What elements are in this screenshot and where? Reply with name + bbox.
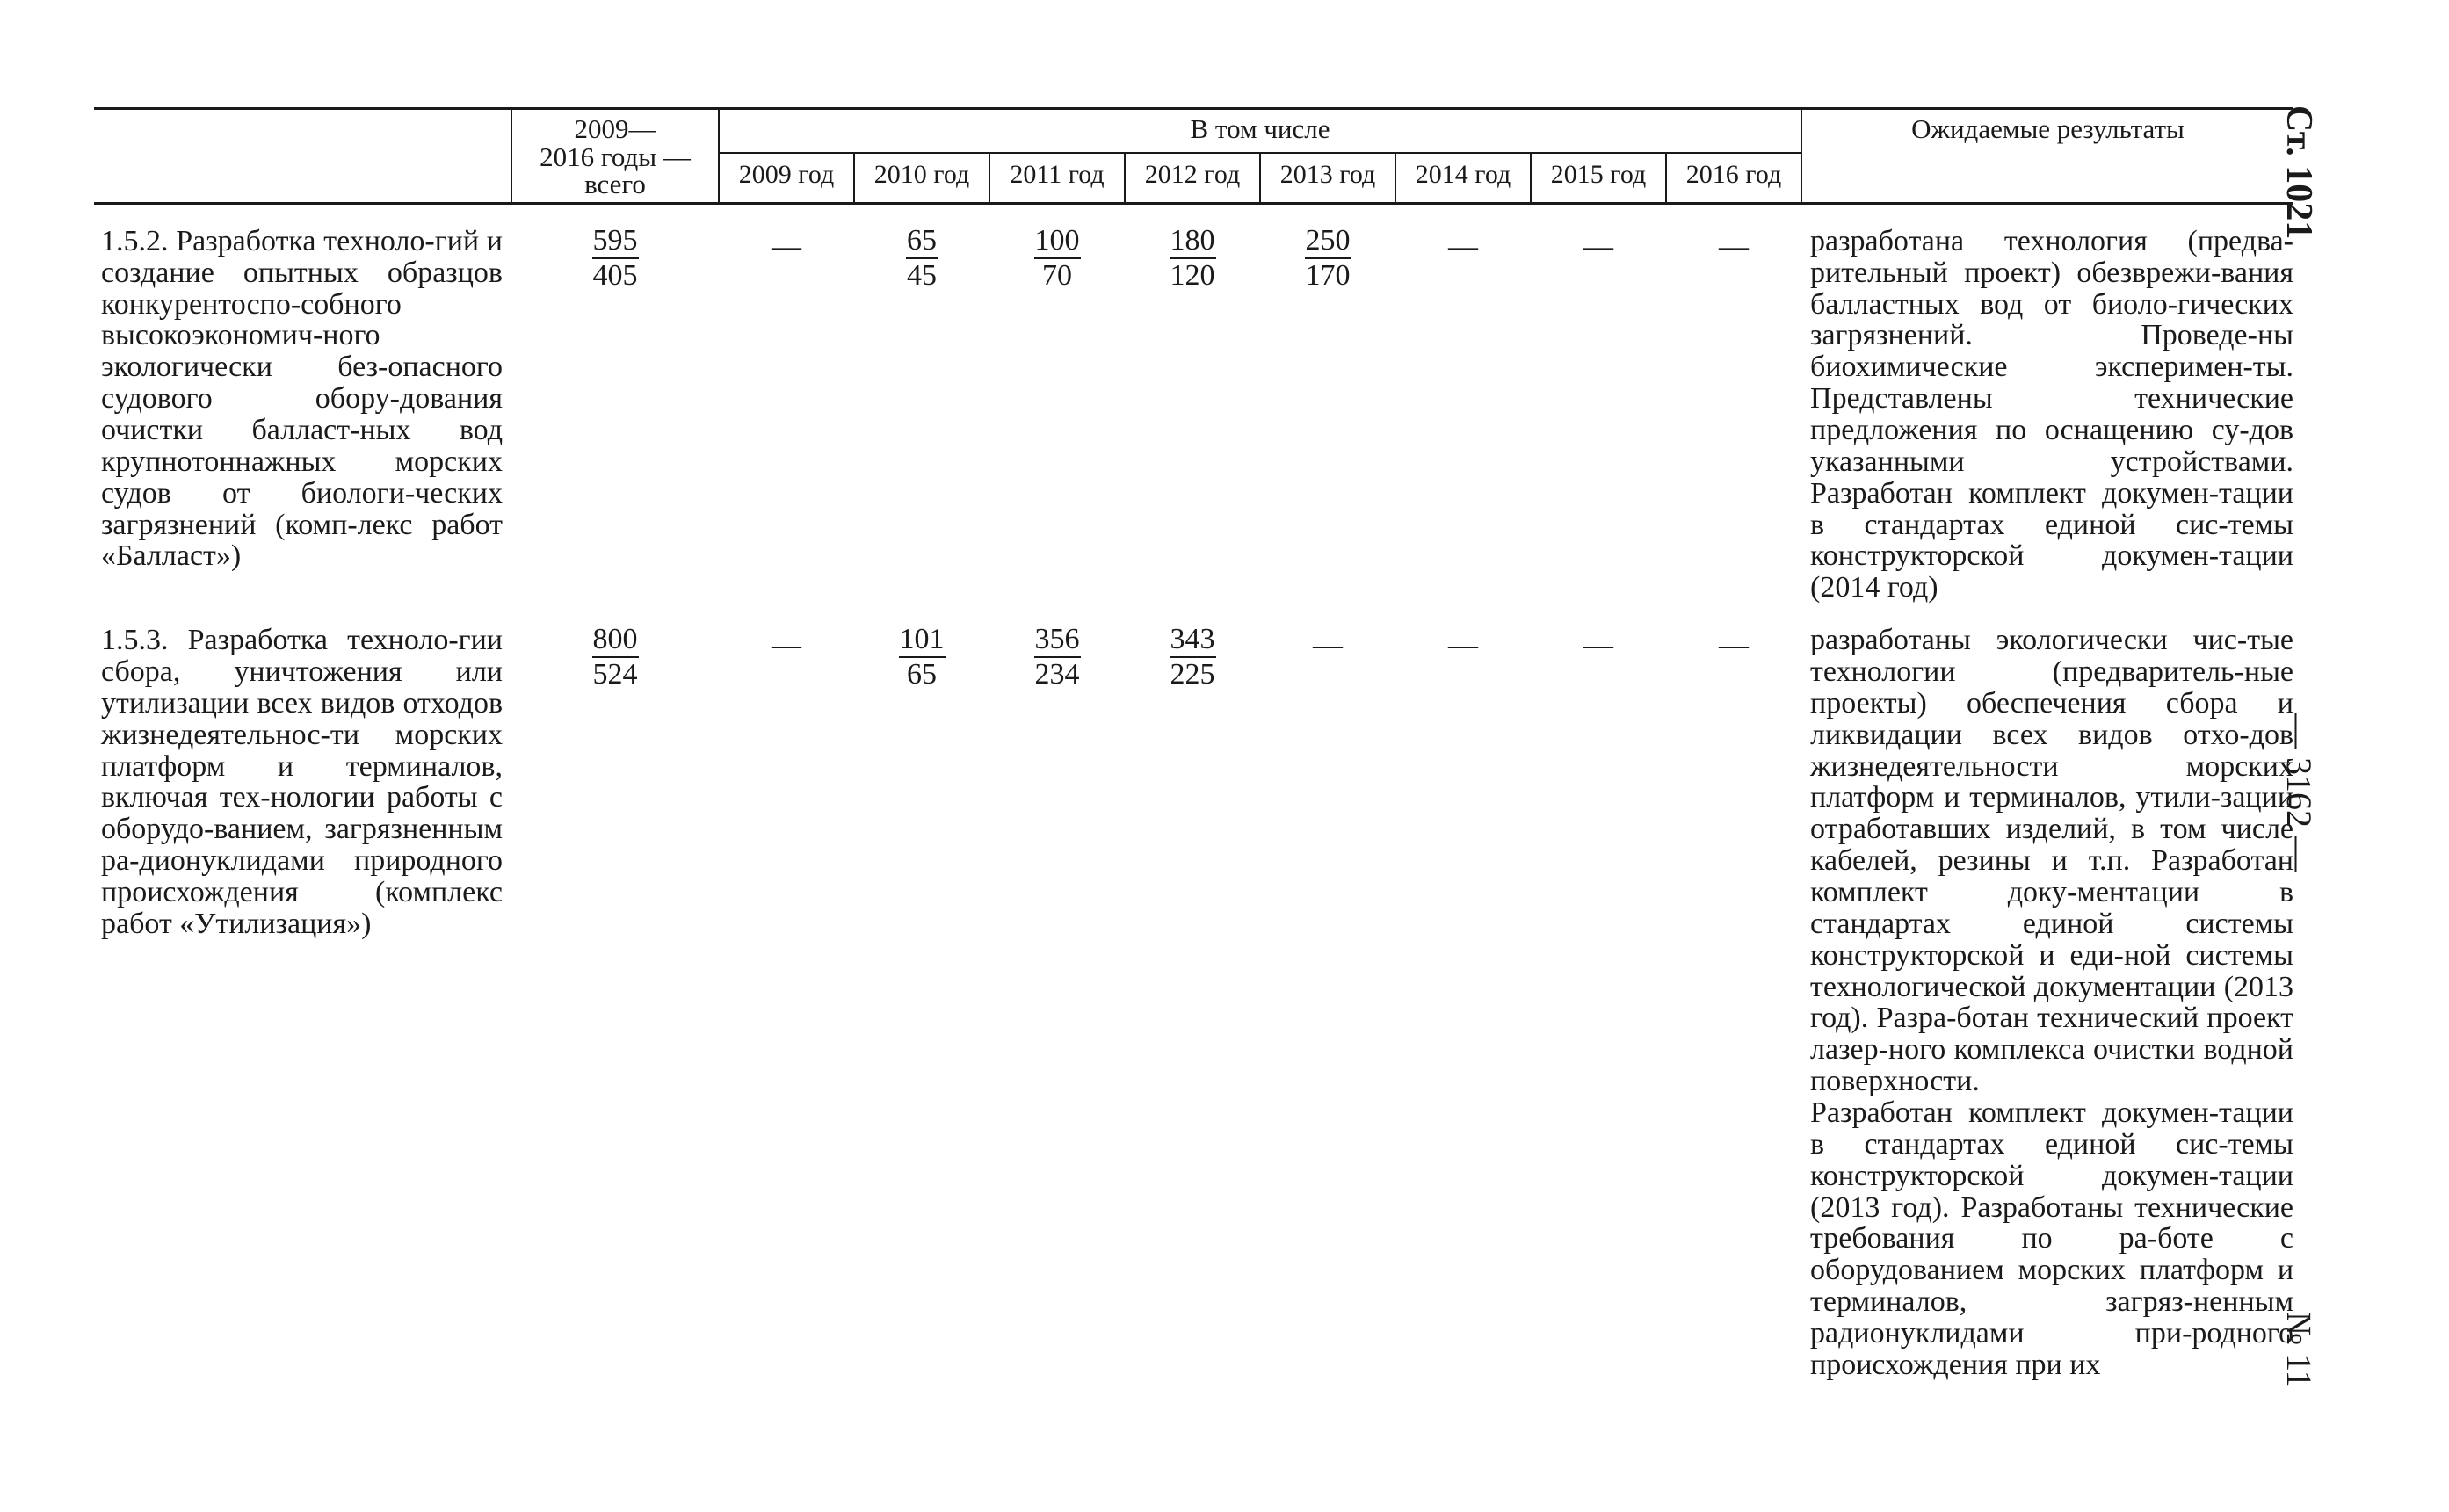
header-year: 2014 год	[1395, 153, 1531, 203]
year-cell	[719, 604, 854, 1381]
issue-number: № 11	[2279, 1312, 2319, 1388]
year-cell	[1260, 604, 1395, 1381]
year-fraction	[1034, 223, 1081, 292]
program-table	[94, 107, 2293, 1381]
table-row	[94, 604, 2293, 1381]
year-cell	[1395, 604, 1531, 1381]
year-cell	[1666, 604, 1801, 1381]
year-fraction	[1170, 625, 1216, 690]
article-number: Ст. 1021	[2279, 105, 2319, 240]
empty-dash: —	[772, 229, 801, 263]
year-cell	[1125, 203, 1260, 604]
year-budget-value: 65	[907, 658, 937, 691]
year-budget-value: 170	[1305, 258, 1351, 292]
header-description-cell	[94, 109, 511, 204]
empty-dash: —	[1583, 229, 1613, 263]
year-cell	[854, 203, 989, 604]
year-fraction	[1305, 223, 1351, 292]
result-paragraph: Разработан комплект докумен-тации в стандартах единой сис-темы конструкторской докумен-тации (2013 год). Разработаны технические требования по ра-боте с оборудованием морских платформ и терминалов, загряз-ненным радионуклидами при-родного происхождения при их	[1810, 1096, 2294, 1381]
year-value: 343	[1170, 625, 1216, 658]
header-year: 2009 год	[719, 153, 854, 203]
header-year: 2013 год	[1260, 153, 1395, 203]
year-fraction	[899, 625, 946, 690]
year-value: 180	[1170, 226, 1216, 259]
year-fraction	[1034, 625, 1081, 690]
empty-dash: —	[1583, 629, 1613, 662]
total-budget-value: 524	[592, 658, 638, 691]
header-year: 2012 год	[1125, 153, 1260, 203]
year-cell	[1260, 203, 1395, 604]
result-paragraph: разработана технология (предва-рительный проект) обезврежи-вания балластных вод от биоло-гических загрязнений. Проведе-ны биохимические эксперимен-ты. Представлены технические предложения по оснащению су-дов указанными устройствами. Разработан комплект докумен-тации в стандартах единой сис-темы конструкторской докумен-тации (2014 год)	[1810, 224, 2294, 604]
empty-dash: —	[1313, 629, 1343, 662]
total-cell	[511, 604, 719, 1381]
year-budget-value: 225	[1170, 658, 1215, 691]
measure-description: 1.5.2. Разработка техноло-гий и создание опытных образцов конкурентоспо-собного высокоэкономич-ного экологически без-опасного судового обору-дования очистки балласт-ных вод крупнотоннажных морских судов от биологи-ческих загрязнений (комп-лекс работ «Балласт»)	[101, 224, 503, 573]
year-cell	[1125, 604, 1260, 1381]
header-year: 2016 год	[1666, 153, 1801, 203]
year-budget-value: 70	[1042, 258, 1072, 292]
header-year: 2015 год	[1531, 153, 1666, 203]
year-value: 65	[906, 226, 938, 259]
empty-dash: —	[1719, 629, 1749, 662]
year-value: 356	[1034, 625, 1081, 658]
empty-dash: —	[1448, 629, 1478, 662]
header-total: 2009— 2016 годы — всего	[511, 109, 719, 204]
expected-result	[1801, 203, 2293, 604]
header-expected-results: Ожидаемые результаты	[1801, 109, 2293, 204]
year-cell	[1395, 203, 1531, 604]
page-number: — 3162 —	[2279, 713, 2319, 872]
expected-result	[1801, 604, 2293, 1381]
total-cell	[511, 203, 719, 604]
year-budget-value: 45	[907, 258, 937, 292]
total-value: 800	[592, 625, 639, 658]
year-cell	[719, 203, 854, 604]
table-row	[94, 203, 2293, 604]
total-value: 595	[592, 226, 639, 259]
year-fraction	[906, 223, 938, 292]
result-paragraph: разработаны экологически чис-тые технологии (предваритель-ные проекты) обеспечения сбора и ликвидации всех видов отхо-дов жизнедеятельности морских платформ и терминалов, утили-зации отработавших изделий, в том числе кабелей, резины и т.п. Разработан комплект доку-ментации в стандартах единой системы конструкторской и еди-ной системы технологической документации (2013 год). Разра-ботан технический проект лазер-ного комплекса очистки водной поверхности.	[1810, 624, 2294, 1098]
total-fraction	[592, 223, 639, 292]
year-cell	[1531, 604, 1666, 1381]
year-value: 101	[899, 625, 946, 658]
year-value: 250	[1305, 226, 1351, 259]
total-fraction	[592, 625, 639, 690]
empty-dash: —	[772, 629, 801, 662]
header-year: 2011 год	[989, 153, 1125, 203]
year-fraction	[1170, 223, 1216, 292]
year-budget-value: 234	[1034, 658, 1080, 691]
year-value: 100	[1034, 226, 1081, 259]
header-year: 2010 год	[854, 153, 989, 203]
year-cell	[989, 604, 1125, 1381]
measure-description: 1.5.3. Разработка техноло-гии сбора, уничтожения или утилизации всех видов отходов жизнедеятельнос-ти морских платформ и терминалов, включая тех-нологии работы с оборудо-ванием, загрязненным ра-дионуклидами природного происхождения (комплекс работ «Утилизация»)	[101, 624, 503, 940]
year-cell	[1531, 203, 1666, 604]
year-budget-value: 120	[1170, 258, 1215, 292]
header-including: В том числе	[719, 109, 1801, 153]
year-cell	[854, 604, 989, 1381]
total-budget-value: 405	[592, 258, 638, 292]
empty-dash: —	[1719, 229, 1749, 263]
year-cell	[989, 203, 1125, 604]
year-cell	[1666, 203, 1801, 604]
empty-dash: —	[1448, 229, 1478, 263]
